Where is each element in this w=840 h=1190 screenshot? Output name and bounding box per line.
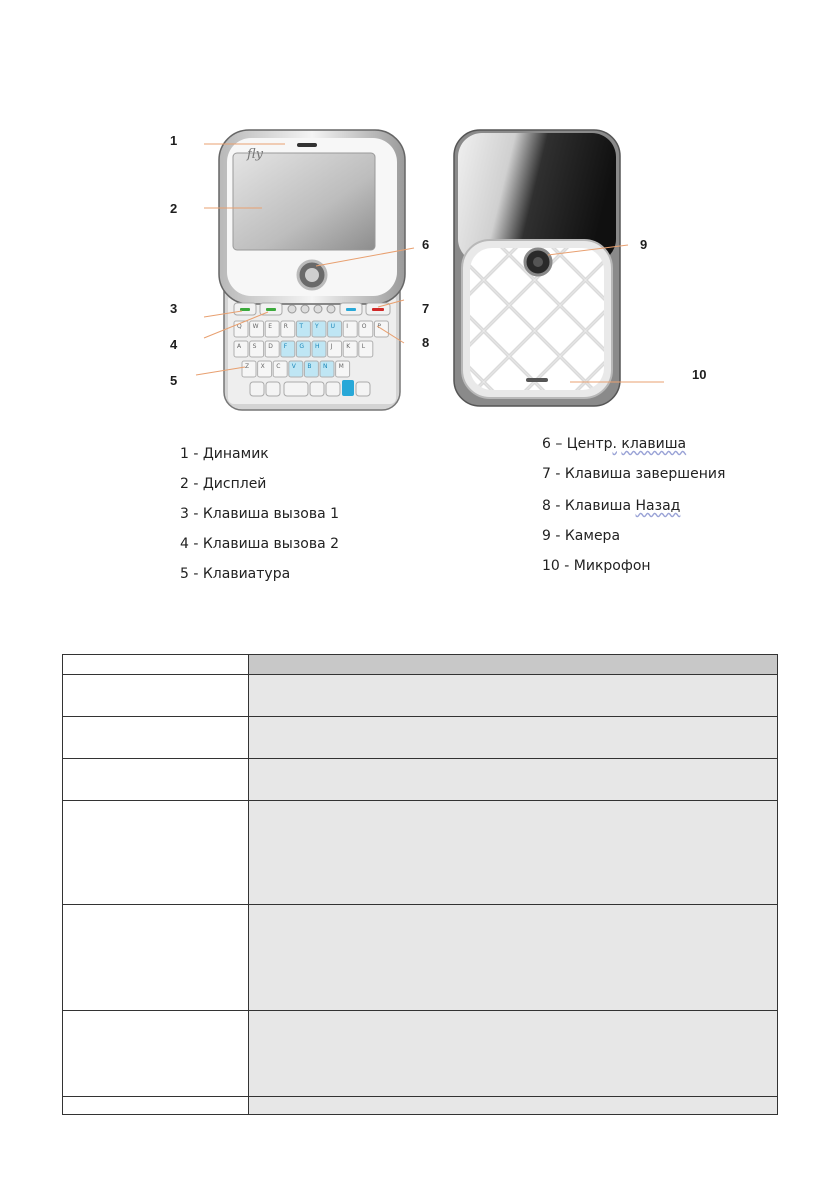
keyboard-key-label: Z <box>245 363 250 370</box>
table-value-cell <box>249 1011 778 1097</box>
legend-item: 1 - Динамик <box>180 446 269 462</box>
callout-6: 6 <box>422 237 430 252</box>
table-row <box>63 1011 778 1097</box>
keyboard-key-label: C <box>276 363 281 370</box>
table-key-cell <box>63 1097 249 1115</box>
table-row <box>63 759 778 801</box>
keyboard-key-label: M <box>338 363 344 370</box>
front-phone <box>219 130 405 410</box>
legend-item: 4 - Клавиша вызова 2 <box>180 536 340 552</box>
keyboard-key-label: F <box>283 343 288 350</box>
legend-left <box>180 446 339 582</box>
legend-item-10: 10 - Микрофон <box>542 558 651 574</box>
keyboard-key-label: D <box>268 343 273 350</box>
back-phone <box>454 130 620 406</box>
legend-item-8: 8 - Клавиша Назад <box>542 498 681 514</box>
microphone-slot <box>526 378 548 382</box>
callout-4: 4 <box>170 337 178 352</box>
keyboard-key-label: K <box>346 343 351 350</box>
keyboard-key-label: A <box>237 343 242 350</box>
keyboard-key-label: Y <box>315 323 319 330</box>
keyboard-key-label: I <box>346 323 348 330</box>
table-value-cell <box>249 717 778 759</box>
legend-item-9: 9 - Камера <box>542 528 621 544</box>
table-row <box>63 675 778 717</box>
display-screen <box>233 153 375 250</box>
table-row <box>63 905 778 1011</box>
table-value-cell <box>249 905 778 1011</box>
keyboard-key-label: B <box>307 363 312 370</box>
callout-7: 7 <box>422 301 430 316</box>
table-key-cell <box>63 801 249 905</box>
table-row <box>63 717 778 759</box>
keyboard-key-label: W <box>252 323 259 330</box>
keyboard-key-label: O <box>361 323 367 330</box>
table-row <box>63 801 778 905</box>
table-key-cell <box>63 717 249 759</box>
keyboard-key-label: T <box>299 323 304 330</box>
callout-10: 10 <box>692 367 707 382</box>
table-row <box>63 1097 778 1115</box>
callout-1: 1 <box>170 133 178 148</box>
callout-8: 8 <box>422 335 430 350</box>
keyboard-key-label: Q <box>237 323 242 330</box>
legend-item-7: 7 - Клавиша завершения <box>542 466 726 482</box>
table-key-cell <box>63 655 249 675</box>
keyboard-key-label: R <box>283 323 288 330</box>
callout-9: 9 <box>640 237 648 252</box>
keyboard-key-label: E <box>268 323 272 330</box>
keyboard-key-label: J <box>330 343 333 350</box>
spec-table <box>62 654 778 1115</box>
legend-item: 3 - Клавиша вызова 1 <box>180 506 340 522</box>
table-value-cell <box>249 759 778 801</box>
callout-2: 2 <box>170 201 178 216</box>
table-value-cell <box>249 675 778 717</box>
keyboard-key-label: X <box>260 363 265 370</box>
table-key-cell <box>63 675 249 717</box>
keyboard-key-label: V <box>291 363 296 370</box>
keyboard-key-label: P <box>377 323 382 330</box>
table-key-cell <box>63 905 249 1011</box>
table-key-cell <box>63 1011 249 1097</box>
legend-item: 2 - Дисплей <box>180 476 267 492</box>
legend-item-6: 6 – Центр. клавиша <box>542 436 687 452</box>
keyboard-key-label: G <box>299 343 305 350</box>
speaker-slot <box>297 143 317 147</box>
keyboard-key-label: H <box>315 343 320 350</box>
callout-5: 5 <box>170 373 178 388</box>
table-row <box>63 655 778 675</box>
table-value-cell <box>249 801 778 905</box>
keyboard-key-label: S <box>252 343 257 350</box>
legend-right <box>542 436 725 574</box>
keyboard-key-label: N <box>323 363 328 370</box>
keyboard-key-label: U <box>330 323 336 330</box>
legend-item: 5 - Клавиатура <box>180 566 291 582</box>
brand-logo: fly <box>247 147 264 162</box>
table-value-cell <box>249 1097 778 1115</box>
table-key-cell <box>63 759 249 801</box>
callout-3: 3 <box>170 301 178 316</box>
keyboard-key-label: L <box>361 343 366 350</box>
table-value-cell <box>249 655 778 675</box>
